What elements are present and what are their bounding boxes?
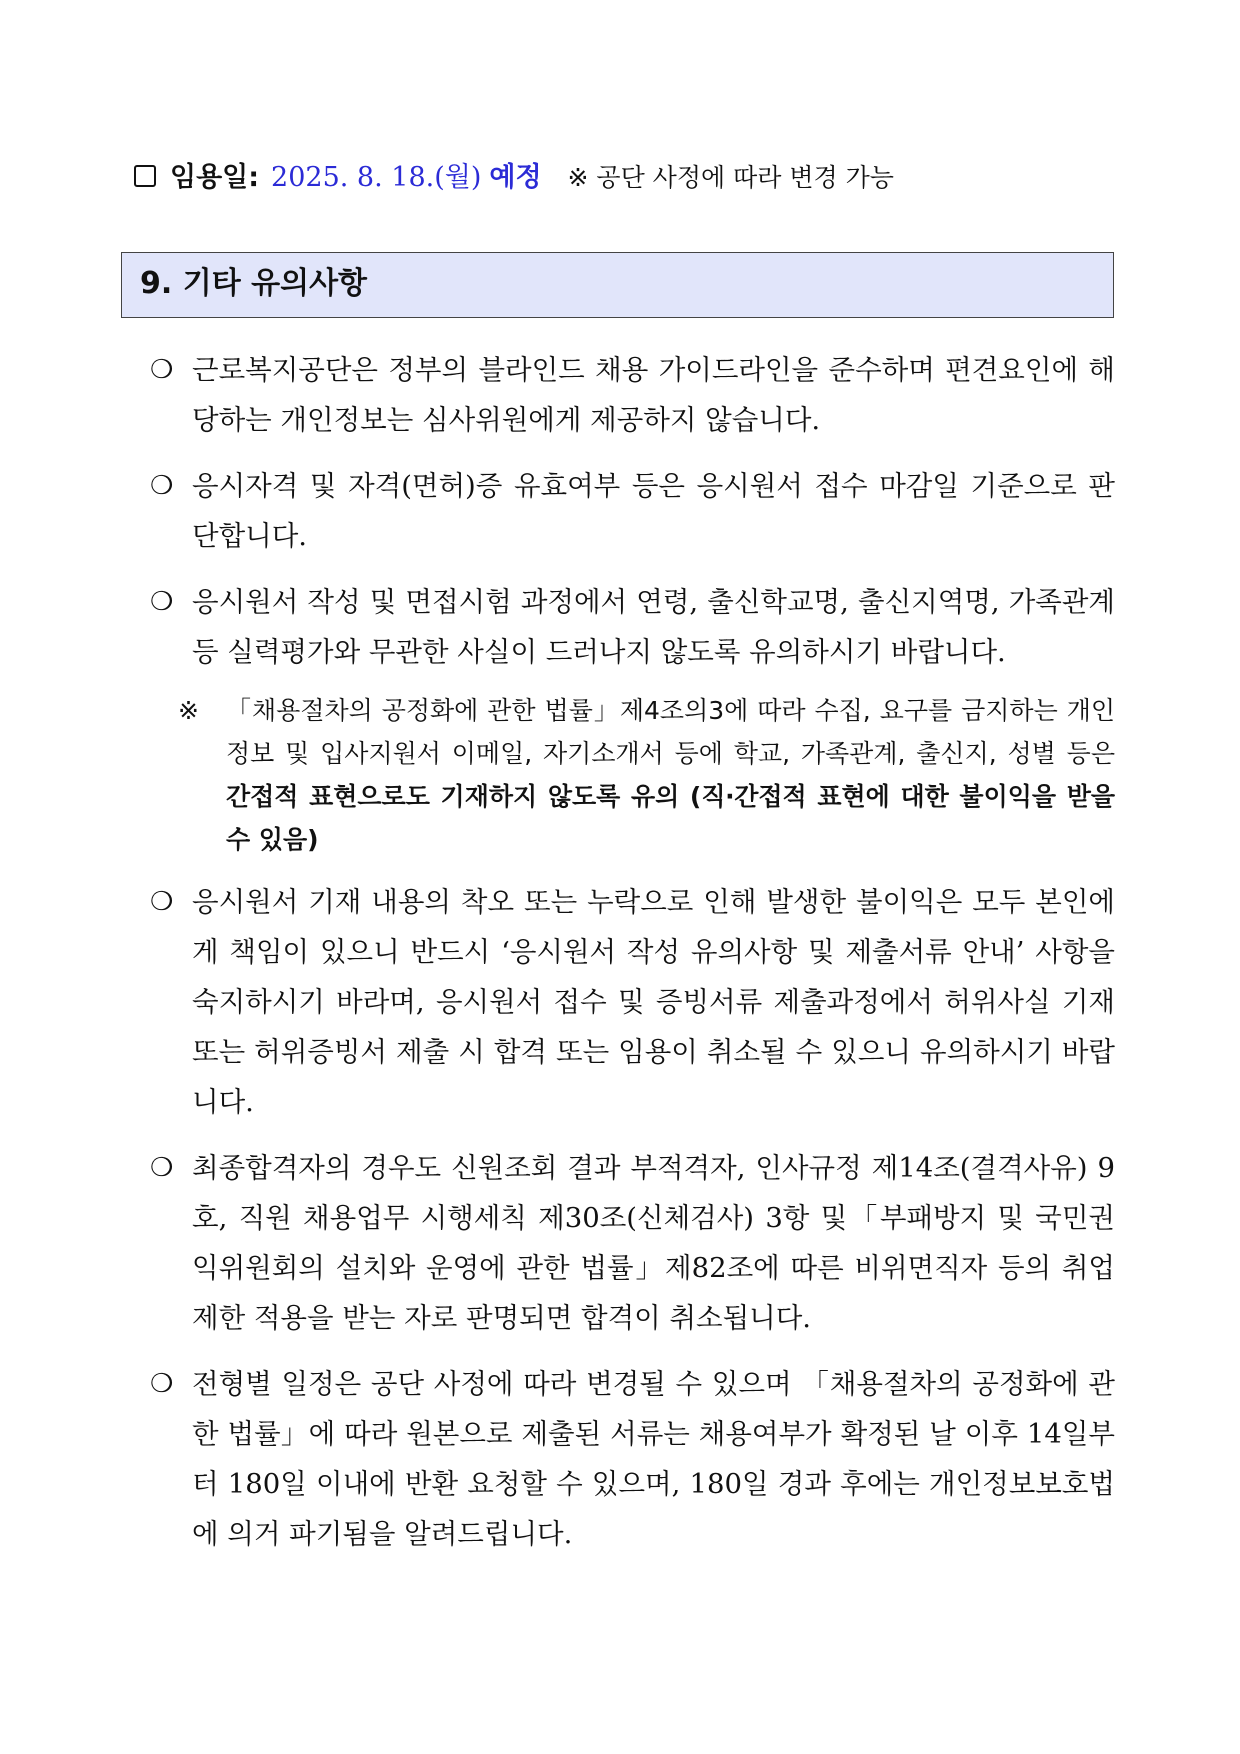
appointment-note: ※ 공단 사정에 따라 변경 가능 xyxy=(567,163,894,192)
item-text: 응시자격 및 자격(면허)증 유효여부 등은 응시원서 접수 마감일 기준으로 판단합니다. xyxy=(192,470,1115,552)
item-text: 최종합격자의 경우도 신원조회 결과 부적격자, 인사규정 제14조(결격사유) 9호, 직원 채용업무 시행세칙 제30조(신체검사) 3항 및「부패방지 및 국민권익위원회의 설치와 운영에 관한 법률」제82조에 따른 비위면직자 등의 취업제한 적용을 받는 자로 판명되면 합격이 취소됩니다. xyxy=(192,1152,1115,1334)
appointment-date-line xyxy=(134,158,894,198)
list-item xyxy=(150,877,1115,1127)
appointment-label: 임용일: xyxy=(170,162,260,193)
reference-note-emphasis: 간접적 표현으로도 기재하지 않도록 유의 (직‧간접적 표현에 대한 불이익을 받을 수 있음) xyxy=(226,782,1115,854)
appointment-planned: 예정 xyxy=(489,162,542,193)
circle-bullet-icon: ❍ xyxy=(150,355,174,385)
item-text: 응시원서 작성 및 면접시험 과정에서 연령, 출신학교명, 출신지역명, 가족관계 등 실력평가와 무관한 사실이 드러나지 않도록 유의하시기 바랍니다. xyxy=(192,586,1115,668)
appointment-date: 2025. 8. 18.(월) xyxy=(271,162,482,193)
reference-mark: ※ xyxy=(178,696,199,725)
section-title: 9. 기타 유의사항 xyxy=(140,266,368,301)
circle-bullet-icon: ❍ xyxy=(150,887,174,917)
list-item xyxy=(150,1359,1115,1559)
list-item xyxy=(150,1143,1115,1343)
circle-bullet-icon: ❍ xyxy=(150,1369,174,1399)
list-item xyxy=(150,461,1115,561)
list-item xyxy=(150,345,1115,445)
notice-list xyxy=(150,345,1115,1575)
circle-bullet-icon: ❍ xyxy=(150,471,174,501)
circle-bullet-icon: ❍ xyxy=(150,587,174,617)
list-item xyxy=(150,577,1115,677)
circle-bullet-icon: ❍ xyxy=(150,1153,174,1183)
checkbox-square-icon xyxy=(134,165,156,187)
section-header xyxy=(121,252,1114,318)
item-text: 전형별 일정은 공단 사정에 따라 변경될 수 있으며 「채용절차의 공정화에 관한 법률」에 따라 원본으로 제출된 서류는 채용여부가 확정된 날 이후 14일부터 180일 이내에 반환 요청할 수 있으며, 180일 경과 후에는 개인정보보호법에 의거 파기됨을 알려드립니다. xyxy=(192,1368,1115,1550)
reference-note xyxy=(178,689,1115,861)
reference-note-text: 「채용절차의 공정화에 관한 법률」제4조의3에 따라 수집, 요구를 금지하는 개인정보 및 입사지원서 이메일, 자기소개서 등에 학교, 가족관계, 출신지, 성별 등은 xyxy=(226,696,1115,768)
item-text: 근로복지공단은 정부의 블라인드 채용 가이드라인을 준수하며 편견요인에 해당하는 개인정보는 심사위원에게 제공하지 않습니다. xyxy=(192,354,1115,436)
item-text: 응시원서 기재 내용의 착오 또는 누락으로 인해 발생한 불이익은 모두 본인에게 책임이 있으니 반드시 ‘응시원서 작성 유의사항 및 제출서류 안내’ 사항을 숙지하시기 바라며, 응시원서 접수 및 증빙서류 제출과정에서 허위사실 기재 또는 허위증빙서 제출 시 합격 또는 임용이 취소될 수 있으니 유의하시기 바랍니다. xyxy=(192,886,1115,1118)
